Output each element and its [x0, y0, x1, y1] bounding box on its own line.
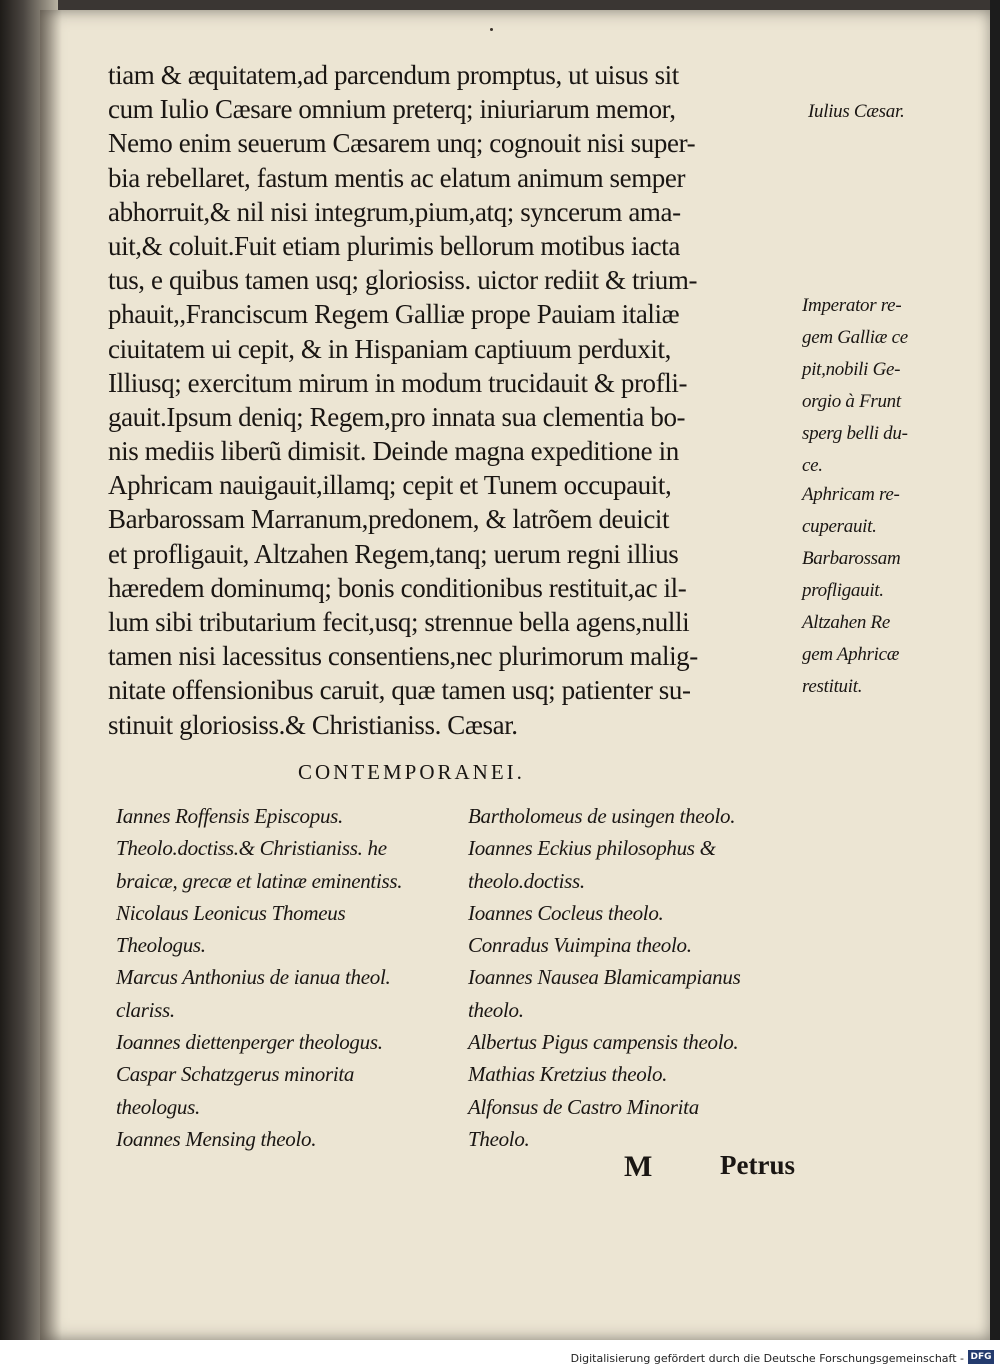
text-line: Barbarossam Marranum,predonem, & latrõem deuicit — [108, 504, 670, 535]
ink-speck — [490, 28, 493, 31]
contemporary-entry: clariss. — [116, 997, 175, 1022]
contemporary-entry: Marcus Anthonius de ianua theol. — [116, 965, 391, 990]
margin-note-line: Imperator re- — [802, 295, 902, 316]
margin-note-julius — [808, 96, 904, 128]
contemporary-entry: Albertus Pigus campensis theolo. — [468, 1030, 739, 1055]
page-gutter-shadow — [40, 10, 62, 1340]
contemporary-entry: Ioannes diettenperger theologus. — [116, 1030, 383, 1055]
contemporary-entry: Bartholomeus de usingen theolo. — [468, 804, 736, 828]
funding-credit: Digitalisierung gefördert durch die Deutsche Forschungsgemeinschaft - — [570, 1352, 964, 1365]
margin-note-line: gem Galliæ ce — [802, 327, 908, 348]
contemporary-entry: Nicolaus Leonicus Thomeus — [116, 900, 346, 925]
contemporary-entry: theolo. — [468, 997, 524, 1022]
text-line: tiam & æquitatem,ad parcendum promptus, ut uisus sit — [108, 60, 679, 90]
signature-mark: M — [624, 1150, 653, 1183]
margin-note-line: sperg belli du- — [802, 423, 908, 444]
text-line: phauit,,Franciscum Regem Galliæ prope Pauiam italiæ — [108, 299, 680, 330]
margin-note-line: ce. — [802, 455, 823, 476]
text-line: bia rebellaret, fastum mentis ac elatum animum semper — [108, 162, 686, 193]
margin-note-line: restituit. — [802, 676, 863, 697]
contemporary-entry: theolo.doctiss. — [468, 868, 585, 893]
contemporary-entry: Iannes Roffensis Episcopus. — [116, 804, 343, 828]
contemporary-entry: Ioannes Eckius philosophus & — [468, 836, 716, 861]
contemporaries-right-column — [468, 800, 740, 1155]
contemporary-entry: theologus. — [116, 1094, 200, 1119]
text-line: gauit.Ipsum deniq; Regem,pro innata sua clementia bo- — [108, 401, 686, 432]
contemporary-entry: Ioannes Cocleus theolo. — [468, 900, 664, 925]
text-line: Nemo enim seuerum Cæsarem unq; cognouit nisi super- — [108, 128, 696, 159]
main-text-block — [108, 58, 808, 742]
margin-note-line: Barbarossam — [802, 548, 901, 569]
contemporaries-left-column — [116, 800, 402, 1155]
text-line: lum sibi tributarium fecit,usq; strennue bella agens,nulli — [108, 607, 690, 637]
scan-border — [990, 0, 1000, 1340]
margin-note-line: Aphricam re- — [802, 484, 900, 505]
text-line: nis mediis liberũ dimisit. Deinde magna expeditione in — [108, 436, 679, 467]
text-line: hæredem dominumq; bonis conditionibus restituit,ac il- — [108, 572, 687, 603]
contemporary-entry: Theolo.doctiss.& Christianiss. he — [116, 836, 387, 861]
margin-note-line: orgio à Frunt — [802, 391, 901, 412]
margin-note-line: Iulius Cæsar. — [808, 101, 905, 122]
margin-note-line: Altzahen Re — [802, 612, 890, 633]
contemporary-entry: Conradus Vuimpina theolo. — [468, 933, 692, 958]
margin-note-line: cuperauit. — [802, 516, 877, 537]
contemporary-entry: Mathias Kretzius theolo. — [468, 1062, 668, 1087]
text-line: abhorruit,& nil nisi integrum,pium,atq; syncerum ama- — [108, 196, 681, 227]
catchword: Petrus — [720, 1150, 795, 1180]
contemporary-entry: braicæ, grecæ et latinæ eminentiss. — [116, 868, 403, 893]
contemporary-entry: Alfonsus de Castro Minorita — [468, 1094, 699, 1119]
margin-note-aphrica — [802, 479, 900, 703]
text-line: uit,& coluit.Fuit etiam plurimis bellorum motibus iacta — [108, 230, 680, 261]
text-line: cum Iulio Cæsare omnium preterq; iniuriarum memor, — [108, 94, 676, 125]
text-line: ciuitatem ui cepit, & in Hispaniam captiuum perduxit, — [108, 333, 671, 364]
margin-note-line: pit,nobili Ge- — [802, 359, 901, 380]
text-line: nitate offensionibus caruit, quæ tamen usq; patienter su- — [108, 675, 691, 706]
contemporary-entry: Theologus. — [116, 933, 206, 958]
contemporary-entry: Theolo. — [468, 1126, 530, 1151]
contemporary-entry: Ioannes Mensing theolo. — [116, 1126, 317, 1151]
margin-note-line: gem Aphricæ — [802, 644, 900, 665]
margin-note-imperator — [802, 290, 908, 482]
text-line: tamen nisi lacessitus consentiens,nec plurimorum malig- — [108, 641, 698, 672]
section-heading: CONTEMPORANEI. — [298, 760, 525, 784]
contemporary-entry: Ioannes Nausea Blamicampianus — [468, 965, 741, 990]
text-line: Illiusq; exercitum mirum in modum trucidauit & profli- — [108, 367, 688, 398]
dfg-logo: DFG — [968, 1350, 994, 1364]
margin-note-line: profligauit. — [802, 580, 884, 601]
contemporary-entry: Caspar Schatzgerus minorita — [116, 1062, 355, 1087]
text-line: Aphricam nauigauit,illamq; cepit et Tunem occupauit, — [108, 470, 672, 501]
text-line: et profligauit, Altzahen Regem,tanq; uerum regni illius — [108, 538, 679, 569]
text-line: stinuit gloriosiss.& Christianiss. Cæsar. — [108, 709, 518, 740]
text-line: tus, e quibus tamen usq; gloriosiss. uictor rediit & trium- — [108, 265, 698, 296]
